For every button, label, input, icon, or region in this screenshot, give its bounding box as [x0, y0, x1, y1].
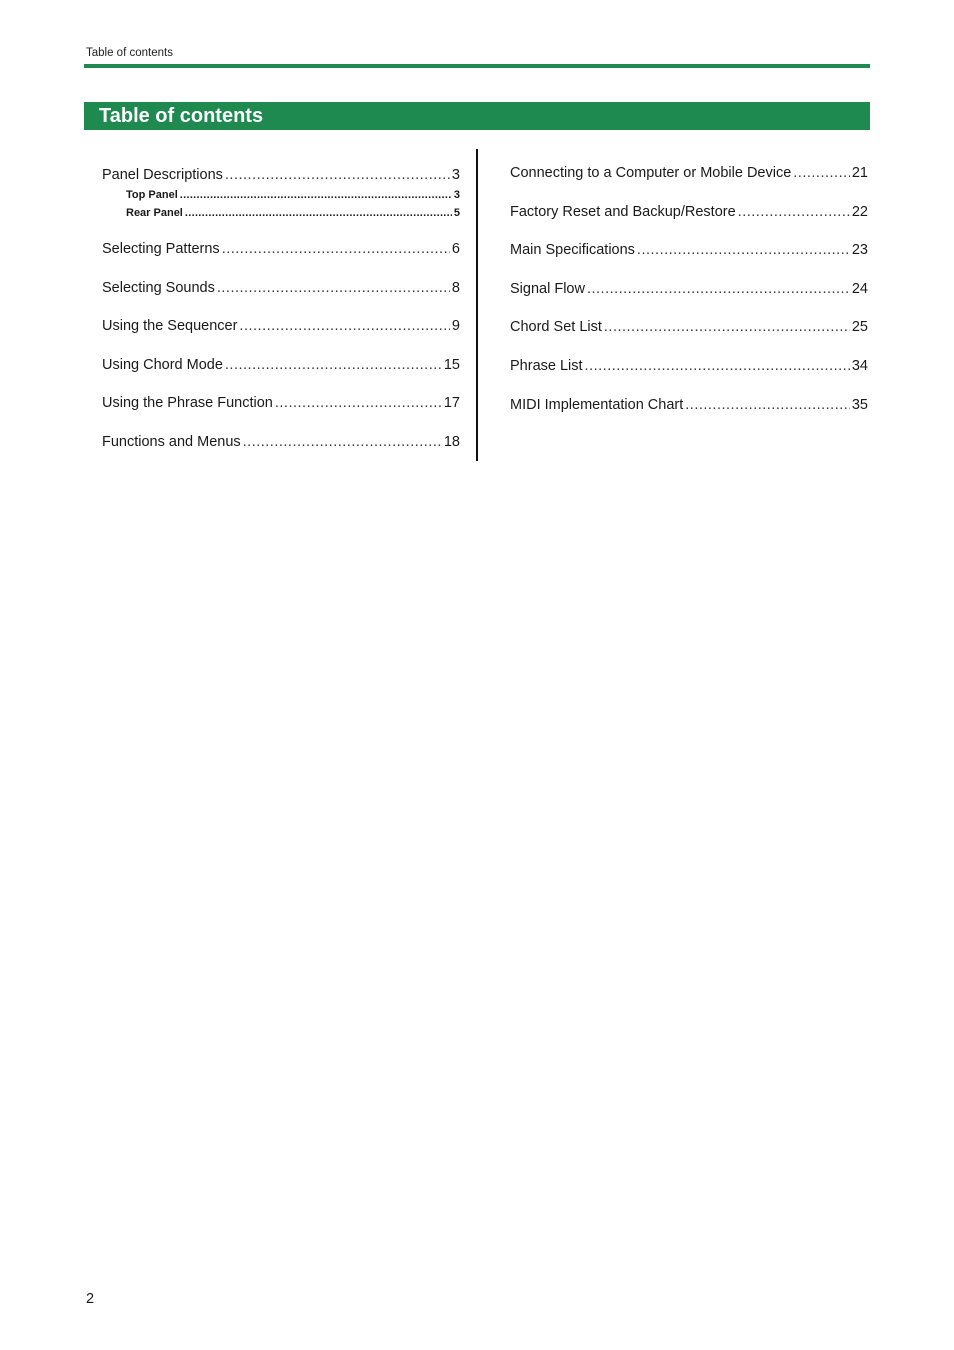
toc-left-column: [102, 164, 460, 453]
toc-entry-page: 8: [451, 279, 460, 296]
toc-entry-page: 35: [851, 396, 868, 413]
toc-entry-label: Factory Reset and Backup/Restore: [510, 203, 736, 220]
toc-entry-page: 24: [851, 280, 868, 297]
dot-leader: [185, 204, 452, 222]
toc-subentry-top-panel[interactable]: [126, 186, 460, 204]
toc-entry-label: Using the Sequencer: [102, 318, 238, 334]
toc-entry-connecting-to-a-computer[interactable]: [510, 162, 868, 184]
toc-entry-selecting-sounds[interactable]: [102, 277, 460, 299]
toc-entry-chord-set-list[interactable]: [510, 316, 868, 338]
dot-leader: [275, 392, 442, 414]
toc-entry-label: Phrase List: [510, 357, 583, 374]
toc-entry-label: Using the Phrase Function: [102, 395, 273, 411]
toc-entry-phrase-list[interactable]: [510, 355, 868, 377]
page-number: 2: [86, 1291, 95, 1307]
toc-entry-factory-reset[interactable]: [510, 201, 868, 223]
toc-entry-functions-and-menus[interactable]: [102, 431, 460, 453]
toc-entry-page: 3: [451, 167, 460, 183]
header-rule: [84, 64, 870, 68]
toc-entry-page: 25: [851, 319, 868, 336]
toc-entry-using-chord-mode[interactable]: [102, 354, 460, 376]
toc-subentry-label: Rear Panel: [126, 207, 183, 219]
toc-entry-using-the-phrase-function[interactable]: [102, 392, 460, 414]
dot-leader: [222, 238, 450, 260]
toc-entry-page: 21: [851, 165, 868, 181]
toc-entry-signal-flow[interactable]: [510, 278, 868, 300]
toc-entry-label: Selecting Sounds: [102, 279, 215, 296]
toc-entry-page: 23: [851, 242, 868, 259]
dot-leader: [738, 201, 850, 223]
toc-sub-list: [102, 186, 460, 222]
toc-entry-page: 18: [443, 433, 460, 450]
toc-entry-main-specifications[interactable]: [510, 239, 868, 261]
toc-entry-label: Selecting Patterns: [102, 241, 220, 257]
dot-leader: [225, 354, 442, 376]
toc-entry-label: Functions and Menus: [102, 433, 241, 450]
toc-entry-page: 34: [851, 357, 868, 374]
dot-leader: [243, 431, 442, 453]
toc-entry-using-the-sequencer[interactable]: [102, 315, 460, 337]
toc-entry-label: Chord Set List: [510, 319, 602, 336]
toc-entry-label: Signal Flow: [510, 280, 585, 297]
title-bar: [84, 102, 870, 130]
toc-subentry-rear-panel[interactable]: [126, 204, 460, 222]
running-header: Table of contents: [86, 47, 173, 59]
toc-entry-page: 9: [451, 318, 460, 334]
column-divider: [476, 149, 478, 461]
toc-entry-selecting-patterns[interactable]: [102, 238, 460, 260]
dot-leader: [180, 186, 452, 204]
toc-entry-label: Main Specifications: [510, 242, 635, 259]
toc-entry-midi-implementation-chart[interactable]: [510, 394, 868, 416]
toc-entry-page: 15: [443, 356, 460, 373]
dot-leader: [585, 355, 850, 377]
dot-leader: [587, 278, 850, 300]
dot-leader: [239, 315, 450, 337]
toc-entry-page: 17: [443, 395, 460, 411]
toc-subentry-label: Top Panel: [126, 189, 178, 201]
toc-entry-page: 6: [451, 241, 460, 257]
dot-leader: [604, 316, 850, 338]
dot-leader: [217, 277, 450, 299]
toc-entry-label: MIDI Implementation Chart: [510, 396, 684, 413]
dot-leader: [685, 394, 850, 416]
toc-entry-label: Using Chord Mode: [102, 356, 223, 373]
page-title: Table of contents: [99, 105, 264, 127]
toc-entry-label: Panel Descriptions: [102, 167, 223, 183]
toc-entry-panel-descriptions[interactable]: [102, 164, 460, 186]
toc-entry-page: 22: [851, 203, 868, 220]
dot-leader: [225, 164, 450, 186]
toc-right-column: [510, 162, 868, 416]
dot-leader: [637, 239, 850, 261]
dot-leader: [793, 162, 850, 184]
toc-subentry-page: 3: [453, 189, 460, 201]
toc-entry-label: Connecting to a Computer or Mobile Device: [510, 165, 792, 181]
toc-subentry-page: 5: [453, 207, 460, 219]
